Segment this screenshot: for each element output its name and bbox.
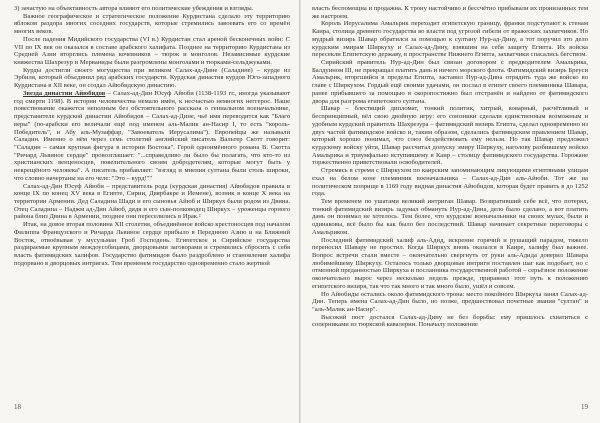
paragraph — [14, 13, 290, 36]
paragraph-text: Важное географическое и стратегическое положение Курдистана сделало эту территорию яблоком раздора многих соседних государств, которые стремились завоевать его со времён многих веков. — [14, 12, 290, 36]
right-page — [300, 0, 600, 423]
paragraph — [14, 183, 290, 222]
paragraph — [312, 105, 588, 167]
paragraph — [312, 167, 588, 198]
paragraph-text: После падения Мидийского государства (VI в.) Курдистан стал ареной бесконечных войн: С VII по IX век он оказался в составе арабского халифата. Позднее на территорию Курдистана из Средней Азии вторглись племена кочевников – тюрок и монголов. Независимые курдские княжества Шахрезур и Мерваниды были разгромлены монголами и тюрками-сельджуками. — [14, 35, 290, 67]
paragraph-text: Салах-ад-Дин Юсуф Айюби – представитель рода (курдская династия) Айюбидов правила в конце IX по конец XV века в Египте, Сирии, Двярбакре и Йемене), возник в конце X века на территории Армении. Дед Саладина Шади и его сыновья Айюб и Ширкух были родом из Двина. Отец Саладина – Наджм ад-Дин Айюб, дядя и его сын-полководец Ширкух – уроженцы горного района близ Двина в Армении, позднее они переселились в Ирак.² — [14, 182, 290, 221]
paragraph — [14, 221, 290, 267]
paragraph-text: Курды достигли своего могущества при великом Салах-ад-Дине (Саладине) – курде из Эрбиля, который объединил ряд арабских государств. Курдская династия курдов Юго-западного Курдистана в XII веке, он создал Айюбидскую династию. — [14, 66, 290, 90]
paragraph-text: Шавар – блестящий дипломат, тонкий политик, хитрый, коварный, расчётливый и беспринципный, вёл свою двойную игру: его союзники сделали единственным возможным и удобным курдский правитель Шахрезура – фатимидский визирь Египта, сделал одновременно из двух частей фатимидское войско и, таким образом, сделались фатимидским правлением Шавар, который хорошо понимал, что союз бездействовать ему нельзя. Но так Шавар предложил курдскому войску уйти, Шавар рассчитал допуску эмиру Ширкуху, наголову разбившему войско Амальрика и триумфально вступившему в Каир – столицу фатимидского государства. Горожане торжественно приветствовали освободителей. — [312, 105, 588, 167]
paragraph-text: Стремясь в стремя с Ширкухом по каирским запоминающим ликующими египтянами улицам ехал на белом коне племянник военачальника – Салах-ад-Дин аль-Айюби. Тот же на политическом поприще в 1169 году видная династия Айюбидов, которая будет править в до 1252 года. — [312, 167, 588, 198]
paragraph — [312, 291, 588, 314]
left-page-text — [14, 5, 290, 267]
paragraph — [312, 198, 588, 237]
paragraph-text: Итак, на довое вторая половина XII столетия, объединённое войско крестоносцев под началом Филиппа Французского и Ричарда Львиное сердце прибыло в Переднюю Азию и на Ближний Восток, отвоёвывая у мусульман Гроб Господень. Египетское и Сирийское государства раздираемые крупным междоусобицами, дворцовыми заговорами и стремились сбросить с себя власть фатимидских халифов. Государство фатимидов было раздроблено и становление халифа подорвано в дворцовых интригах. Тем временем государство одновременно стало жертвой — [14, 221, 290, 267]
right-page-number: 19 — [581, 403, 588, 411]
paragraph — [312, 237, 588, 291]
right-page-text — [312, 5, 588, 329]
paragraph — [14, 5, 290, 13]
book-gutter — [299, 0, 301, 423]
paragraph-text: Король Иерусалима Амальрик переходит египетскую границу, франки подступают к стенам Каира, столица древнего государства во власти под угрозой гибели от вражеских захватчиков. Но мудрый визирь Шавар обратился за помощью к султану Нур-ад-Дину, а тот поручил это дело курдским эмирам Ширкуху и Салах-ад-Дину, взявшим на себя защиту Египта. Их войска пересекли Египетскую державу, в пространстве Нижнего Египта, захватчики спасались бегством. — [312, 20, 588, 59]
paragraph-text: Но Айюбиды остались около фатимидского трона: место покойного Ширкуха занял Салах-ад-Дин. Теперь имена Салах-ад-Дин было, но позже, предшествовал почетные звания "султан" и "аль-Малик ан-Насир". — [312, 290, 588, 314]
paragraph-text: – Салах-ад-Дин Юсуф Айюби (1138-1193 гг., иногда указывают год смерти 1198). В истории человечества немало имён, к несчастью немногих неггерос. Наше повествование окажется неполным без обстоятельного рассказа о гениальном военачальнике, представителе курдской династии Айюбидов – Салах-ад-Дине, чьё имя переводится как "Благо веры" (по-арабски его величали ещё под именем аль-Малик ан-Насир I, то есть "король-Победитель", и Абу аль-Музаффар, "Завоеватель Иерусалима"). Европейцы же называли Саладин. Именно о нём через семь столетий английский писатель Вальтер Скотт говорит: "Саладин – самая крупная фигура в истории Востока". Герой одноимённого романа В. Скотта "Ричард Львиное сердце" провозглашает: "...справедливо ли было бы полагать, что кто-то из христианских венценосцев, повелительного своим добродетелям, которые могут быть у некрещёного человека". А писатель прибавляет: "взгляд и мнения султана были столь широки, что словно начертаны на его челе: "Это – курд!"" — [14, 89, 290, 182]
paragraph-text: Последний фатимидский халиф аль-Адид, искренне горячий и рушащий парадом, тяжело переносил Шавару не простил. Когда Ширкух вновь оказался в Каире, халифу был важнее. Вопрос встречи стали вместе – окончательно свергнуть от руки аль-Адида доверил Шавара любимейшему Ширкуху. Осталось только дворцовые интриги поставлен шаг как подобает, но с отменной преданностью Ширкуха и посланника государственной работой – серьёзное положение окончательно вырос через несколько недель прежде, приравнял этот путь к положению египетского визиря, так что так много и так много было, ушёл и совсем. — [312, 236, 588, 290]
paragraph — [312, 314, 588, 329]
paragraph — [14, 36, 290, 67]
paragraph-text: 3) зачастую на объективность автора влияют его политические убеждения и взгляды. — [14, 5, 254, 12]
paragraph — [312, 20, 588, 59]
paragraph-text: власть беспомощна и продажна. К трону настойчиво и бессчётно прибывали их пронизанных тем же настроем. — [312, 5, 588, 20]
paragraph — [312, 5, 588, 20]
paragraph — [312, 59, 588, 105]
section-heading: Звезда династии Айюбидов — [23, 89, 106, 97]
paragraph-text: Сирийский правитель Нур-ад-Дин был связан договором с предводителем Амальрика, Балдуином III, не прекращал платить дань и ничего морского флота. Фатимидский визирь Бреуси Амальрик, вторгшийся в пределы Египта, заставил Нур-ад-Дина отрядить туда же войско во главе с Ширкухом. Гордый ещё своими удачами, он послал в египет своего племянника Шавара, ранее прибывшего за помощью в скоропостижно был отстранён и найдено от фатимидского двора для разгрома египетского султана. — [312, 59, 588, 105]
paragraph-text: Высокий пост достался Салах-ад-Дину не без борьбы: ему пришлось схватиться с соперниками из тюркской кавалерии. Поначалу положение — [312, 313, 588, 329]
paragraph-text: Тем временем по ушатами великий интриган Шавар. Возвративший себе всё, что потерял, тонкий фатимидский визирь задумал обмануть Нур-ад-Дина, дело было сделано, а вот платить дань он понимал не хотелось. Тем более, что курдские военачальники на своих мулах, были и одинаковы, всё было бы как было без последствий. Шавар начинает секретные переговоры с Амальриком. — [312, 197, 588, 236]
paragraph — [14, 67, 290, 90]
left-page-number: 18 — [14, 403, 21, 411]
paragraph — [14, 90, 290, 183]
